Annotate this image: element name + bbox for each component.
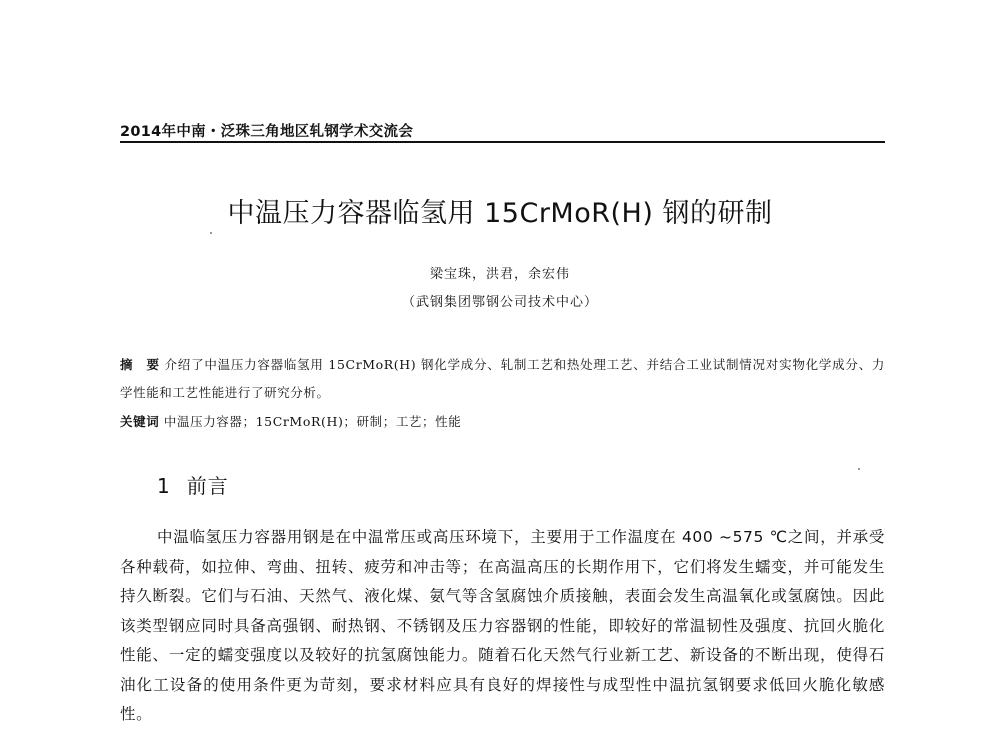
keywords xyxy=(120,408,885,436)
abstract-text: 介绍了中温压力容器临氢用 15CrMoR(H) 钢化学成分、轧制工艺和热处理工艺、并结合工业试制情况对实物化学成分、力学性能和工艺性能进行了研究分析。 xyxy=(120,357,886,400)
authors: 梁宝珠，洪君，余宏伟 xyxy=(429,267,570,282)
abstract xyxy=(120,351,885,407)
affiliation: （武钢集团鄂钢公司技术中心） xyxy=(401,295,598,310)
body-paragraph: 中温临氢压力容器用钢是在中温常压或高压环境下，主要用于工作温度在 400 ~575 ℃之间，并承受各种载荷，如拉伸、弯曲、扭转、疲劳和冲击等；在高温高压的长期作用下，它们将发生蠕变，并可能发生持久断裂。它们与石油、天然气、液化煤、氨气等含氢腐蚀介质接触，表面会发生高温氧化或氢腐蚀。因此该类型钢应同时具备高强钢、耐热钢、不锈钢及压力容器钢的性能，即较好的常温韧性及强度、抗回火脆化性能、一定的蠕变强度以及较好的抗氢腐蚀能力。随着石化天然气行业新工艺、新设备的不断出现，使得石油化工设备的使用条件更为苛刻，要求材料应具有良好的焊接性与成型性中温抗氢钢要求低回火脆化敏感性。 xyxy=(120,528,885,723)
paper-title: 中温压力容器临氢用 15CrMoR(H) 钢的研制 xyxy=(227,198,773,229)
scan-speck xyxy=(210,232,212,234)
running-head: 2014年中南・泛珠三角地区轧钢学术交流会 xyxy=(120,124,414,140)
abstract-label: 摘 要 xyxy=(120,357,160,372)
header-rule xyxy=(120,141,885,143)
section-title: 前言 xyxy=(186,474,229,498)
section-number: 1 xyxy=(157,474,171,498)
scan-speck xyxy=(858,468,860,470)
keywords-text: 中温压力容器；15CrMoR(H)；研制；工艺；性能 xyxy=(163,414,462,429)
section-heading xyxy=(157,470,229,499)
keywords-label: 关键词 xyxy=(120,414,160,429)
